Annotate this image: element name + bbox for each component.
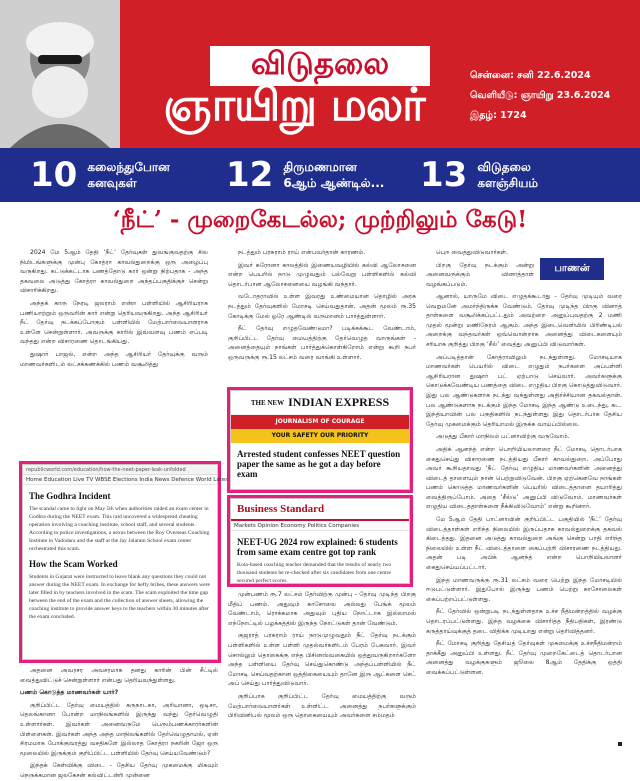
teaser-page-number: 13 bbox=[420, 155, 468, 195]
portrait-photo bbox=[0, 0, 120, 148]
clip-banner: JOURNALISM OF COURAGE bbox=[231, 415, 409, 429]
teaser-item-2[interactable] bbox=[226, 148, 384, 202]
column-2-top: நடத்தும் பரசுராம் ராய் என்பவர்தான் காரணம். இவர் சுரோனா காலத்தில் இணையவழியில் கல்வி ஆலோசனை என்ற பெயரில் நாடு முழுவதும் பல்வேறு பள்ளிகளில் கல்வி தொடர்பான ஆலோசனையை வழங்கி வந்தார். வடோதராவில் உள்ள இவரது உண்மையான தொழில் அரசு நடத்தும் தேர்வுகளில் மோசடி செய்வதுதான். அதன் மூலம் ரூ.35 கோடிக்கு மேல் ஓரே ஆண்டில் வருமானம் பார்த்துள்ளார். நீட் தேர்வு எழுதவேண்டுமா? படிக்கக்கூட வேண்டாம், குறிப்பிட்ட தேர்வு மையத்திற்கு தேர்வெழுத வாருங்கள் - அனைத்தையும் நாங்கள் பார்த்துக்கொள்கிறோம் என்று கூறி நபர் ஒருவருக்கு ரூ.15 லட்சம் வரை வாங்கி உள்ளார். bbox=[228, 249, 416, 361]
article-area bbox=[0, 202, 640, 779]
teaser-bar bbox=[0, 148, 640, 202]
teaser-title: திருமணமான 6ஆம் ஆண்டில்... bbox=[283, 160, 385, 190]
teaser-item-1[interactable] bbox=[30, 148, 170, 202]
article-byline: பாணன் bbox=[540, 258, 604, 280]
issue-date-chennai: சென்னை: சனி 22.6.2024 bbox=[470, 70, 591, 81]
column-1-bottom: அதனை அவரசர அவசரமாக தனது காரின் பின் சீட்டில் வைத்துவிட்டுச் சென்றுள்ளார் என்பது தெரியவந்துள்ளது. பணம் கொடுத்த மாணவர்கள் யார்? குறிப்பிட்ட தேர்வு மையத்தில் கருநாடகா, அரியானா, ஒடிசா, தெலங்கானா போன்ற மாநிலங்களில் இருந்து வந்து தேர்வெழுதி உள்ளார்கள். இவர்கள் அனைவருமே பெரும்பணக்காரர்களின் பிள்ளைகள். இவர்கள் அந்த அந்த மாநிலங்களில் தேர்வெழுதாமல், ஏன் சிரமமாக போக்குவரத்து வசதிகளே இல்லாத கோத்ரா நகரின் ஜோ ஒரு மூலையில் இருக்கும் குறிப்பிட்ட பள்ளியில் தேர்வு செய்யவேண்டும்? இந்தக் கேள்விக்கு விடை - தேசிய தேர்வு முகமைக்கு மிகவும் நெருக்கமான ஜலகேசன் கல்விட்டன்ரி முன்னை bbox=[20, 667, 218, 779]
column-3: ஆனால், யாருமே விடை எழுதக்கூடாது - தேர்வு முடியும் வரை வெறுமனே அமர்ந்திருக்க வேண்டும். தேர்வு முடிந்த பிறகு வினாத் தாள்களை வசூலிக்கப்பட்டதும் அவற்றை அனுப்புவதற்கு 2 மணி முதல் மூன்று மணிநேரம் ஆகும். அந்த இடைவெளியில் பிரிண்டிபல் அறைக்கு வந்தவர்கள் ஒவ்வொன்றாக அனைத்து விடைகளையும் சரியாக குறித்து பிறகு ‘சீல்’ வைத்து அனுப்பி விடுவார்கள். அப்படித்தான் கோத்ராவிலும் நடந்துள்ளது. மோசடியாக மாணவர்கள் பெயரில் விடை எழுதும் நபர்களை அப்பள்ளி ஆசிரியரான துஷார் பட் ஏற்பாடு செய்வார். அவர்களுக்கு கொடுக்கவேண்டிய பணத்தை விடை எழுதிய பிறகு கொடுத்துவிடுவார். இது பல ஆண்டுகளாக நடந்து வந்துள்ளது அதிர்ச்சியான தகவல்தான். பல ஆண்டுகளாக நடக்கும் இந்த மோசடி இந்த ஆண்டு உடைந்து, கட. இந்தியாவின் பல பகுதிகளில் நடந்துள்ளது இது தொடர்பாக தேசிய தேர்வு முகமைக்கும் தெரியாமல் இருக்க வாய்ப்பில்லை. அடுத்து பீகார் மாநிலம் பட்னாவிற்கு வருவோம். அதிக் ஆனந்த் என்ற பொறியியலாளரை நீட் மோசடி தொடர்பாக கைதுசெய்து விசாரணை நடத்தியது பீகார் காவல்துறை. அப்போது அவர் கூறியதாவது ‘நீட் தேர்வு எழுதிய மாணவர்களின் அனைத்து விடைத் தாளையும் நான் பெற்றுவிடுவேன். பிறகு ஏற்கெனவே நாங்கள் பணம் கொடுத்த மாணவர்களின் பெயரில் விடைத்தாளை தயாரித்து வைத்திருப்போம். அதை ‘சீல்டு’ அனுப்பி விடுவோம். மாணவர்கள் எழுதிய விடைத்தாள்களை நீக்கிவிடுவோம்’ என்று கூறினார். மே 5ஆம் தேதி பாட்னாவின் குறிப்பிட்ட பகுதியில் ‘நீட்’ தேர்வு விடைத்தாள்கள் எரிந்த நிலையில் இருப்பதாக காவல்துறைக்கு தகவல் கிடைத்தது. இதனை அடுத்து காவல்துறை அங்கு சென்று பாதி எரிந்த நிலையில் உள்ள நீட் விடைத்தாளை கைப்பற்றி விசாரணை நடத்தியது. அதன் படி அபிக் ஆனந்த் என்ற பொறியியலாளர் கைதுசெய்யப்பட்டார். இந்த மாணவருக்கு ரூ.31 லட்சம் வரை பெற்று இந்த மோசடியில் ஈடுபட்டுள்ளார். இதுபோல் இருந்து பணம் பெற்று காசோலைகள் கைப்பற்றப்பட்டுள்ளது. நீட் தேர்வில் ஒன்றுபடி நடந்துள்ளதாக உச்ச நீதிமன்றத்தில் வழக்கு தொடரப்பட்டுள்ளது. இந்த வழக்கை விசாரித்த நீதிபதிகள், இரண்டு கருத்தாய்வுக்குத் தடை விதிக்க முடியாது என்று தெரிவித்தனர். நீட் மோசடி குறித்து தேசியத் தேர்வுகள் முகமைக்கு உச்சநீதிமன்றம் தாக்கீது அனுப்பி உள்ளது. நீட் தேர்வு முறைகேட்டைத் தொடர்பான அனைத்து வழக்குகளும் ஜூலை 8ஆம் தேதிக்கு ஒத்தி வைக்கப்பட்டுள்ளன. bbox=[426, 293, 622, 676]
teaser-item-3[interactable] bbox=[420, 148, 538, 202]
teaser-page-number: 10 bbox=[30, 155, 78, 195]
indian-express-logo: THE NEW INDIAN EXPRESS bbox=[231, 391, 409, 415]
article-headline: ‘நீட்’ - முறைகேடல்ல; முற்றிலும் கேடு! bbox=[112, 206, 528, 233]
column-3-intro: பெற வைத்துவிடுவார்கள். பிறகு தேர்வு நடக்கும் அன்று அனைவருக்கும் வினாத்தாள் வழங்கப்படும். bbox=[426, 249, 534, 288]
masthead bbox=[0, 0, 640, 148]
clip-nav: Home Education Live TV WBSE Elections India News Defence World Latest bbox=[23, 475, 217, 485]
clip-nav: Markets Opinion Economy Politics Companies bbox=[231, 521, 409, 531]
issue-info bbox=[470, 66, 636, 126]
screenshot-clip-indian-express bbox=[230, 390, 410, 490]
clip-banner-2: YOUR SAFETY OUR PRIORITY bbox=[231, 429, 409, 443]
portrait-illustration bbox=[0, 0, 120, 148]
clip-heading-scam: How the Scam Worked bbox=[29, 559, 118, 569]
end-mark bbox=[618, 742, 622, 746]
clip-headline: Arrested student confesses NEET question paper the same as he got a day before exam bbox=[237, 449, 401, 479]
teaser-title: கலைந்துபோன கனவுகள் bbox=[87, 160, 170, 190]
clip-headline: NEET-UG 2024 row explained: 6 students from same exam centre got top rank bbox=[237, 537, 398, 557]
subheading: பணம் கொடுத்த மாணவர்கள் யார்? bbox=[20, 689, 119, 697]
column-2-bottom: முன்பணம் ரூ.7 லட்சம் தேர்விற்கு முன்பு - தேர்வு முடிந்த பிறகு மீதிப் பணம். அதுவும் காசோலை அல்லது பேங்க் மூலம் வேண்டாம், ரொக்கமாக அதுவும் புதிய நோட்டாக இல்லாமல் எந்நோட்டில் பழக்கத்தில் இருந்த நோட்டுகள் தான் வேண்டும். குஜராத் பரசுராம் ராய் நாடுமுழுவதும் நீட் தேர்வு நடக்கும் பள்ளிகளில் உள்ள பள்ளி முதல்வர்களிடம் பேரம் பேசுவார். இவர் சொல்லும் தொகைக்கு எந்த பிசினஸ்வகையில் ஒத்துவருகிறார்களோ அந்த பள்ளியை தேர்வு செய்துகொண்டு அந்தப்பள்ளியில் நீட் மோசடி செய்வதற்கான ஒத்திகையையும் தானே இரு ஆட்களை செட் அப் செய்து பார்த்துவிடுவார். குறிப்பாக குறிப்பிட்ட தேர்வு மையத்திற்கு வரும் மேற்பார்வையாளர்கள் உள்ளிட்ட அனைத்து நபர்களுக்கும் பிரிவினிபல் மூலம் ஒரு தொகையையும் அவர்களை சம்மதம் bbox=[228, 591, 416, 720]
teaser-title: விடுதலை களஞ்சியம் bbox=[477, 160, 539, 190]
screenshot-clip-republic bbox=[22, 464, 231, 660]
clip-text-godhra: The scandal came to light on May 5th when authorities raided an exam center in Godhra during the NEET exam. This raid uncovered a widespread cheating operation involving a coaching institute, school staff, and several students. According to police investigations, a nexus between the Roy Overseas Coaching Institute in Vadodara and the staff at the Jay Jalaram School exam center orchestrated this scam. bbox=[29, 506, 210, 552]
business-standard-logo: Business Standard bbox=[231, 499, 409, 521]
screenshot-clip-business-standard bbox=[230, 498, 410, 584]
clip-url-bar: republicworld.com/education/how-the-neet-paper-leak-unfolded bbox=[23, 465, 217, 475]
issue-release-date: வெளியீடு: ஞாயிறு 23.6.2024 bbox=[470, 90, 611, 101]
column-1-top: 2024 மே 5ஆம் தேதி ‘நீட்’ தேர்வுகள் துவங்குவதற்கு சில நிமிடங்களுக்கு முன்பு கோத்ரா காவல்துறைக்கு ஒரு அழைப்பு வருகிறது. கட்டுக்கட்டாக பணத்தோடு கார் ஒன்று நிற்பதாக - அந்த தகவலை அடுத்து கோத்ரா காவல்துறை அந்தப்பகுதிக்குச் சென்று விசாரிக்கிறது. அந்தக் காரு நேரடி ஜலராம் என்ற பள்ளியில் ஆசிரியராக பணியாற்றும் ஒருவரின் கார் என்று தெரியவருகிறது. அந்த ஆசிரியர் நீட் தேர்வு நடக்கப்போகும் பள்ளியில் மேற்பார்வையாளராக உள்ளே சென்றுள்ளார். அவருக்கு காரில் இவ்வளவு பணம் எப்படி வந்தது என்ற விசாரணை தொடங்கியது. துஷார் பாஜல், என்ற அந்த ஆசிரியர் தேர்வுக்கு வரும் மாணவர்களிடம் லட்சக்கணக்கில் பணம் வசூலித்து bbox=[20, 249, 208, 368]
issue-number: இதழ்: 1724 bbox=[470, 110, 527, 121]
clip-text: Kota-based coaching teacher demanded that the results of nearly two thousand students be re-checked after six candidates from one centre secured perfect scores. bbox=[237, 562, 392, 584]
clip-text-scam: Students in Gujarat were instructed to leave blank any questions they could not answer during the NEET exam. In exchange for hefty bribes, these answers were later filled in by teachers involved in the scam. The scam exploited the time gap between the end of the exam and the collection of answer sheets, allowing the coaching institute to provide answer keys to the teachers within 30 minutes after the exam concluded. bbox=[29, 574, 211, 620]
clip-heading-godhra: The Godhra Incident bbox=[29, 491, 111, 501]
brand-nyayiru-malar: ஞாயிறு மலர் bbox=[163, 78, 425, 131]
brand-viduthalai: விடுதலை bbox=[210, 46, 430, 86]
teaser-page-number: 12 bbox=[226, 155, 274, 195]
